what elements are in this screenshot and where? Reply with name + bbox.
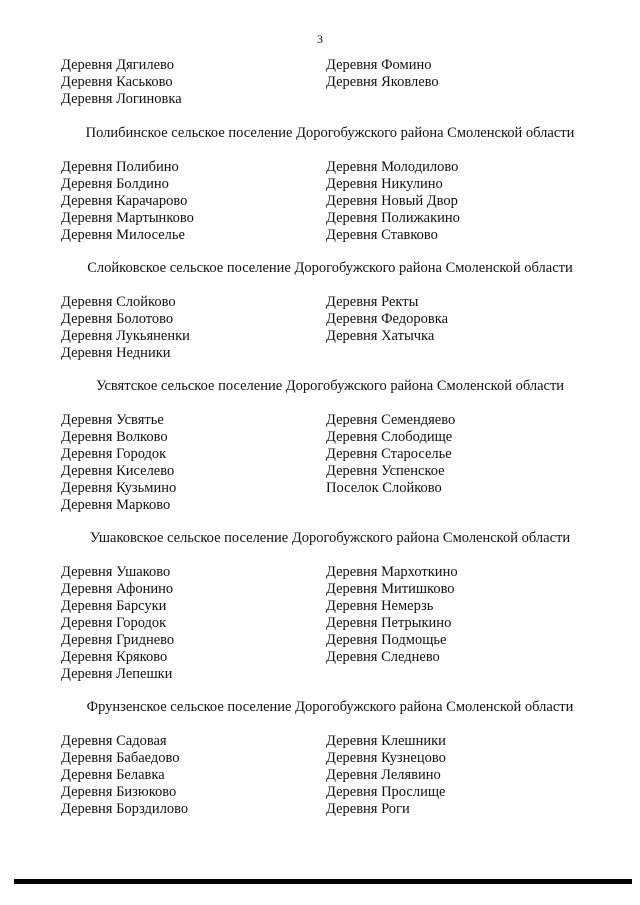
top-list-right-column <box>326 57 591 108</box>
section-left-column <box>61 733 326 818</box>
list-item: Деревня Староселье <box>326 446 452 462</box>
section-right-column <box>326 733 591 818</box>
list-item: Деревня Лелявино <box>326 767 441 783</box>
section-left-column <box>61 294 326 362</box>
list-item: Деревня Бизюково <box>61 784 177 800</box>
list-item: Деревня Слободище <box>326 429 453 445</box>
section-right-column <box>326 159 591 244</box>
list-item: Деревня Ушаково <box>61 564 171 580</box>
list-item: Деревня Кузнецово <box>326 750 446 766</box>
list-item: Деревня Успенское <box>326 463 445 479</box>
list-item: Деревня Семендяево <box>326 412 456 428</box>
section-right-column <box>326 564 591 683</box>
list-item: Деревня Афонино <box>61 581 174 597</box>
list-item: Деревня Ставково <box>326 227 438 243</box>
list-item: Деревня Прослище <box>326 784 446 800</box>
list-item: Деревня Полибино <box>61 159 179 175</box>
list-item: Деревня Полижакино <box>326 210 460 226</box>
list-item: Деревня Немерзь <box>326 598 434 614</box>
section-heading: Слойковское сельское поселение Дорогобужского района Смоленской области <box>87 260 573 276</box>
list-item: Деревня Фомино <box>326 57 432 73</box>
list-item: Деревня Карачарово <box>61 193 188 209</box>
list-item: Деревня Кряково <box>61 649 168 665</box>
section-heading: Фрунзенское сельское поселение Дорогобужского района Смоленской области <box>86 699 574 715</box>
list-item: Деревня Городок <box>61 446 167 462</box>
list-item: Деревня Белавка <box>61 767 165 783</box>
list-item: Деревня Кузьмино <box>61 480 177 496</box>
list-item: Деревня Волково <box>61 429 168 445</box>
list-item: Деревня Милоселье <box>61 227 185 243</box>
list-item: Поселок Слойково <box>326 480 442 496</box>
list-item: Деревня Каськово <box>61 74 173 90</box>
list-item: Деревня Борздилово <box>61 801 189 817</box>
list-item: Деревня Молодилово <box>326 159 459 175</box>
list-item: Деревня Барсуки <box>61 598 167 614</box>
list-item: Деревня Лепешки <box>61 666 173 682</box>
list-item: Деревня Лукьяненки <box>61 328 190 344</box>
page-number: 3 <box>317 32 323 46</box>
section-left-column <box>61 564 326 683</box>
list-item: Деревня Федоровка <box>326 311 449 327</box>
list-item: Деревня Подмощье <box>326 632 447 648</box>
list-item: Деревня Марково <box>61 497 171 513</box>
list-item: Деревня Роги <box>326 801 410 817</box>
section-list <box>61 294 601 362</box>
list-item: Деревня Недники <box>61 345 171 361</box>
list-item: Деревня Киселево <box>61 463 175 479</box>
bottom-rule <box>14 879 632 884</box>
list-item: Деревня Усвятье <box>61 412 164 428</box>
list-item: Деревня Петрыкино <box>326 615 452 631</box>
section-list <box>61 159 601 244</box>
list-item: Деревня Новый Двор <box>326 193 458 209</box>
list-item: Деревня Болотово <box>61 311 174 327</box>
section-list <box>61 564 601 683</box>
list-item: Деревня Хатычка <box>326 328 435 344</box>
list-item: Деревня Бабаедово <box>61 750 180 766</box>
list-item: Деревня Болдино <box>61 176 169 192</box>
list-item: Деревня Мархоткино <box>326 564 458 580</box>
list-item: Деревня Городок <box>61 615 167 631</box>
section-heading: Ушаковское сельское поселение Дорогобужского района Смоленской области <box>89 530 571 546</box>
section-left-column <box>61 159 326 244</box>
top-list <box>61 57 601 108</box>
list-item: Деревня Садовая <box>61 733 167 749</box>
list-item: Деревня Дягилево <box>61 57 175 73</box>
section-list <box>61 733 601 818</box>
list-item: Деревня Митишково <box>326 581 455 597</box>
section-heading: Полибинское сельское поселение Дорогобужского района Смоленской области <box>85 125 575 141</box>
section-list <box>61 412 601 514</box>
list-item: Деревня Яковлево <box>326 74 439 90</box>
list-item: Деревня Логиновка <box>61 91 182 107</box>
list-item: Деревня Следнево <box>326 649 440 665</box>
top-list-left-column <box>61 57 326 108</box>
list-item: Деревня Никулино <box>326 176 443 192</box>
list-item: Деревня Клешники <box>326 733 446 749</box>
list-item: Деревня Гриднево <box>61 632 175 648</box>
list-item: Деревня Мартынково <box>61 210 194 226</box>
section-heading: Усвятское сельское поселение Дорогобужского района Смоленской области <box>95 378 565 394</box>
section-right-column <box>326 294 591 362</box>
list-item: Деревня Слойково <box>61 294 176 310</box>
list-item: Деревня Ректы <box>326 294 419 310</box>
section-left-column <box>61 412 326 514</box>
section-right-column <box>326 412 591 514</box>
